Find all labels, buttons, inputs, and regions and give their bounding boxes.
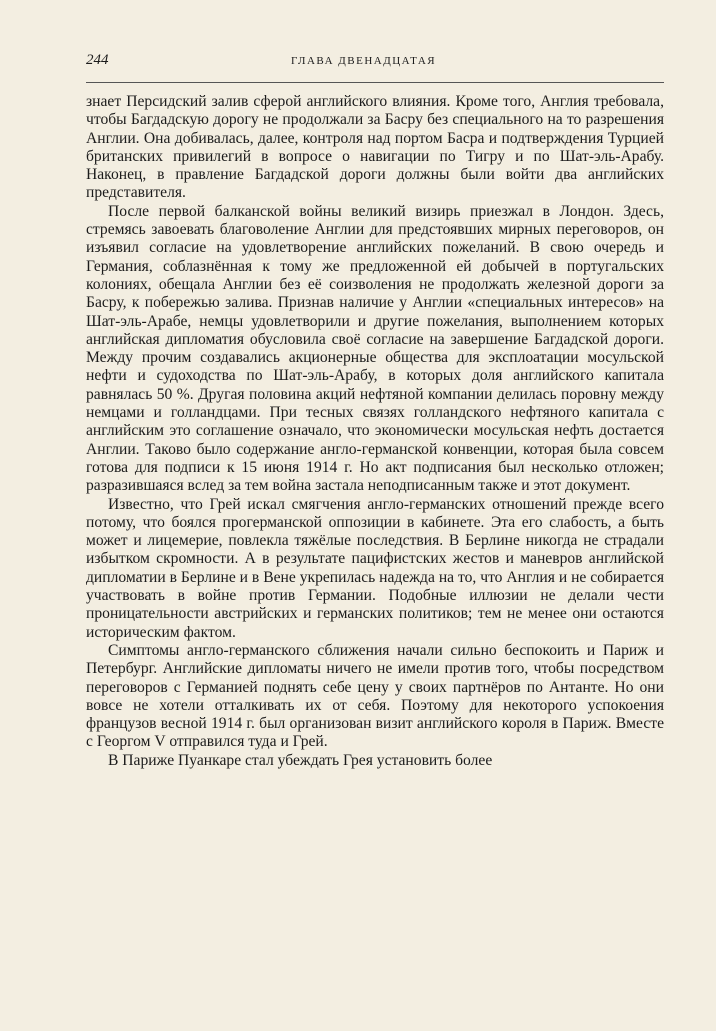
page-number: 244	[86, 52, 109, 68]
paragraph: После первой балканской войны великий визирь приезжал в Лондон. Здесь, стремясь завоевать благоволение Англии для предстоявших мирных переговоров, он изъявил согласие на удовлетворение английских пожеланий. В свою очередь и Германия, соблазнённая к тому же предложенной ей добычей в португальских колониях, обещала Англии без её соизволения не продолжать железной дороги за Басру, к побережью залива. Признав наличие у Англии «специальных интересов» на Шат-эль-Арабе, немцы удовлетворили и другие пожелания, выполнением которых английская дипломатия обусловила своё согласие на завершение Багдадской дороги. Между прочим создавались акционерные общества для эксплоатации мосульской нефти и судоходства по Шат-эль-Арабу, в которых доля английского капитала равнялась 50 %. Другая половина акций нефтяной компании делилась поровну между немцами и голландцами. При тесных связях голландского нефтяного капитала с английским это соглашение означало, что экономически мосульская нефть достается Англии. Таково было содержание англо-германской конвенции, которая была совсем готова для подписи к 15 июня 1914 г. Но акт подписания был несколько отложен; разразившаяся вслед за тем война застала неподписанным также и этот документ.	[86, 202, 664, 495]
body-text	[86, 93, 664, 770]
page-header	[86, 52, 664, 83]
paragraph: Известно, что Грей искал смягчения англо-германских отношений прежде всего потому, что боялся прогерманской оппозиции в кабинете. Эта его слабость, а быть может и лицемерие, повлекла тяжёлые последствия. В Берлине никогда не страдали избытком скромности. А в результате пацифистских жестов и маневров английской дипломатии в Берлине и в Вене укрепилась надежда на то, что Англия и не собирается участвовать в войне против Германии. Подобные иллюзии не делали чести проницательности австрийских и германских политиков; тем не менее они остаются историческим фактом.	[86, 495, 664, 641]
paragraph: Симптомы англо-германского сближения начали сильно беспокоить и Париж и Петербург. Английские дипломаты ничего не имели против того, чтобы посредством переговоров с Германией поднять себе цену у своих партнёров по Антанте. Но они вовсе не хотели отталкивать их от себя. Поэтому для некоторого успокоения французов весной 1914 г. был организован визит английского короля в Париж. Вместе с Георгом V отправился туда и Грей.	[86, 641, 664, 751]
paragraph: В Париже Пуанкаре стал убеждать Грея установить более	[108, 751, 493, 769]
paragraph: знает Персидский залив сферой английского влияния. Кроме того, Англия требовала, чтобы Багдадскую дорогу не продолжали за Басру без специального на то разрешения Англии. Она добивалась, далее, контроля над портом Басра и подтверждения Турцией британских привилегий в вопросе о навигации по Тигру и по Шат-эль-Арабу. Наконец, в правление Багдадской дороги должны были войти два английских представителя.	[86, 93, 664, 202]
running-title: ГЛАВА ДВЕНАДЦАТАЯ	[291, 55, 437, 67]
